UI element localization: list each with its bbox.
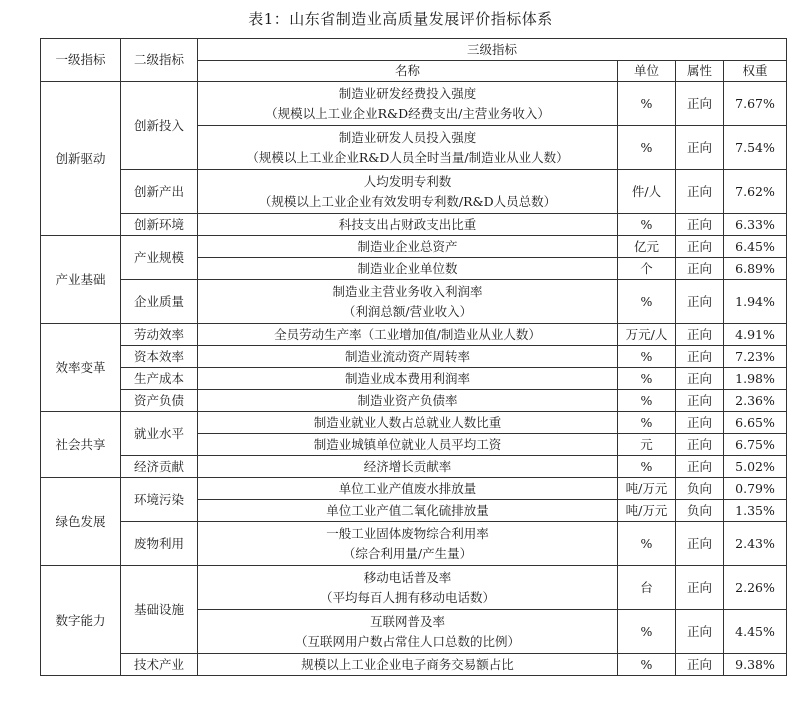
indicator-name [198, 654, 618, 676]
indicator-name-line: 制造业流动资产周转率 [344, 348, 470, 364]
indicator-attribute: 正向 [676, 170, 724, 214]
level2-indicator: 资本效率 [121, 346, 198, 368]
level1-indicator: 社会共享 [41, 412, 121, 478]
indicator-name-line: 单位工业产值废水排放量 [338, 480, 477, 496]
indicator-formula-line: （利润总额/营业收入） [342, 303, 473, 319]
header-weight: 权重 [724, 61, 787, 82]
level2-indicator: 就业水平 [121, 412, 198, 456]
indicator-attribute: 正向 [676, 214, 724, 236]
level2-indicator: 创新环境 [121, 214, 198, 236]
table-row [41, 368, 787, 390]
indicator-name-line: 科技支出占财政支出比重 [338, 216, 477, 232]
level2-indicator: 创新投入 [121, 82, 198, 170]
table-row [41, 478, 787, 500]
indicator-formula-line: （综合利用量/产生量） [342, 545, 473, 561]
indicator-attribute: 正向 [676, 390, 724, 412]
header-level2: 二级指标 [121, 39, 198, 82]
indicator-weight: 6.65% [724, 412, 787, 434]
indicator-weight: 2.26% [724, 566, 787, 610]
table-row [41, 324, 787, 346]
indicator-attribute: 正向 [676, 236, 724, 258]
table-row [41, 170, 787, 214]
indicator-name-line: 制造业就业人数占总就业人数比重 [313, 414, 502, 430]
level2-indicator: 经济贡献 [121, 456, 198, 478]
indicator-unit: % [618, 346, 676, 368]
indicator-attribute: 正向 [676, 412, 724, 434]
indicator-attribute: 正向 [676, 522, 724, 566]
indicator-name [198, 522, 618, 566]
indicator-unit: 吨/万元 [618, 478, 676, 500]
indicator-weight: 2.43% [724, 522, 787, 566]
indicator-unit: % [618, 610, 676, 654]
table-row [41, 654, 787, 676]
indicator-name [198, 324, 618, 346]
table-title: 表1：山东省制造业高质量发展评价指标体系 [248, 10, 553, 28]
level2-indicator: 废物利用 [121, 522, 198, 566]
header-level3: 三级指标 [198, 39, 787, 61]
indicator-attribute: 正向 [676, 82, 724, 126]
indicator-weight: 2.36% [724, 390, 787, 412]
indicator-unit: % [618, 82, 676, 126]
table-row [41, 412, 787, 434]
indicator-unit: % [618, 522, 676, 566]
indicator-name [198, 434, 618, 456]
indicator-unit: 台 [618, 566, 676, 610]
indicator-name [198, 390, 618, 412]
indicator-formula-line: （规模以上工业企业R&D经费支出/主营业务收入） [265, 105, 550, 121]
indicator-name [198, 236, 618, 258]
indicator-name-line: 人均发明专利数 [363, 173, 452, 189]
indicator-attribute: 正向 [676, 346, 724, 368]
indicator-weight: 4.91% [724, 324, 787, 346]
table-row [41, 346, 787, 368]
indicator-weight: 4.45% [724, 610, 787, 654]
indicator-unit: % [618, 126, 676, 170]
indicator-name [198, 126, 618, 170]
indicator-attribute: 正向 [676, 258, 724, 280]
header-attribute: 属性 [676, 61, 724, 82]
indicator-weight: 6.45% [724, 236, 787, 258]
indicator-name [198, 368, 618, 390]
indicator-name-line: 移动电话普及率 [363, 569, 452, 585]
indicator-weight: 5.02% [724, 456, 787, 478]
indicator-unit: % [618, 368, 676, 390]
indicator-name-line: 制造业成本费用利润率 [344, 370, 470, 386]
table-row [41, 390, 787, 412]
header-level1: 一级指标 [41, 39, 121, 82]
level2-indicator: 产业规模 [121, 236, 198, 280]
indicator-unit: 万元/人 [618, 324, 676, 346]
indicator-name-line: 全员劳动生产率（工业增加值/制造业从业人数） [274, 326, 541, 342]
indicator-weight: 7.54% [724, 126, 787, 170]
indicator-formula-line: （平均每百人拥有移动电话数） [319, 589, 495, 605]
indicator-unit: % [618, 280, 676, 324]
level1-indicator: 效率变革 [41, 324, 121, 412]
indicator-unit: % [618, 214, 676, 236]
indicator-name-line: 经济增长贡献率 [363, 458, 452, 474]
level1-indicator: 数字能力 [41, 566, 121, 676]
indicator-name [198, 610, 618, 654]
level2-indicator: 生产成本 [121, 368, 198, 390]
indicator-name-line: 制造业企业总资产 [357, 238, 458, 254]
indicator-name [198, 500, 618, 522]
indicator-unit: % [618, 456, 676, 478]
indicator-name [198, 214, 618, 236]
indicator-formula-line: （规模以上工业企业有效发明专利数/R&D人员总数） [258, 193, 557, 209]
indicator-weight: 7.67% [724, 82, 787, 126]
indicator-weight: 6.33% [724, 214, 787, 236]
indicator-attribute: 正向 [676, 324, 724, 346]
indicator-weight: 1.98% [724, 368, 787, 390]
indicator-name-line: 制造业企业单位数 [357, 260, 458, 276]
indicator-name [198, 258, 618, 280]
indicator-weight: 6.89% [724, 258, 787, 280]
indicator-attribute: 正向 [676, 126, 724, 170]
indicator-table-body [41, 82, 787, 676]
indicator-name-line: 单位工业产值二氧化硫排放量 [326, 502, 489, 518]
level1-indicator: 产业基础 [41, 236, 121, 324]
indicator-unit: 个 [618, 258, 676, 280]
indicator-weight: 7.62% [724, 170, 787, 214]
table-row [41, 280, 787, 324]
level1-indicator: 创新驱动 [41, 82, 121, 236]
level1-indicator: 绿色发展 [41, 478, 121, 566]
indicator-attribute: 正向 [676, 610, 724, 654]
table-row [41, 566, 787, 610]
indicator-attribute: 正向 [676, 434, 724, 456]
indicator-formula-line: （规模以上工业企业R&D人员全时当量/制造业从业人数） [246, 149, 569, 165]
indicator-weight: 0.79% [724, 478, 787, 500]
indicator-attribute: 正向 [676, 368, 724, 390]
indicator-attribute: 正向 [676, 566, 724, 610]
indicator-name [198, 566, 618, 610]
indicator-unit: 吨/万元 [618, 500, 676, 522]
indicator-weight: 1.94% [724, 280, 787, 324]
header-name: 名称 [198, 61, 618, 82]
level2-indicator: 环境污染 [121, 478, 198, 522]
indicator-name [198, 412, 618, 434]
indicator-unit: % [618, 390, 676, 412]
indicator-attribute: 负向 [676, 500, 724, 522]
indicator-attribute: 负向 [676, 478, 724, 500]
level2-indicator: 技术产业 [121, 654, 198, 676]
indicator-name [198, 82, 618, 126]
indicator-attribute: 正向 [676, 456, 724, 478]
indicator-weight: 6.75% [724, 434, 787, 456]
indicator-weight: 1.35% [724, 500, 787, 522]
indicator-weight: 7.23% [724, 346, 787, 368]
indicator-unit: % [618, 654, 676, 676]
table-row [41, 82, 787, 126]
indicator-name [198, 280, 618, 324]
level2-indicator: 基础设施 [121, 566, 198, 654]
header-unit: 单位 [618, 61, 676, 82]
table-row [41, 236, 787, 258]
indicator-unit: % [618, 412, 676, 434]
indicator-attribute: 正向 [676, 654, 724, 676]
indicator-name [198, 456, 618, 478]
indicator-unit: 件/人 [618, 170, 676, 214]
table-row [41, 214, 787, 236]
indicator-name [198, 478, 618, 500]
table-row [41, 456, 787, 478]
indicator-weight: 9.38% [724, 654, 787, 676]
indicator-formula-line: （互联网用户数占常住人口总数的比例） [294, 633, 520, 649]
indicator-name-line: 制造业主营业务收入利润率 [332, 283, 483, 299]
indicator-unit: 元 [618, 434, 676, 456]
indicator-unit: 亿元 [618, 236, 676, 258]
level2-indicator: 资产负债 [121, 390, 198, 412]
level2-indicator: 劳动效率 [121, 324, 198, 346]
indicator-name-line: 互联网普及率 [369, 613, 445, 629]
table-row [41, 522, 787, 566]
indicator-name-line: 规模以上工业企业电子商务交易额占比 [301, 656, 514, 672]
indicator-name [198, 170, 618, 214]
indicator-name-line: 制造业资产负债率 [357, 392, 458, 408]
indicator-attribute: 正向 [676, 280, 724, 324]
indicator-name [198, 346, 618, 368]
indicator-name-line: 制造业研发人员投入强度 [338, 129, 477, 145]
indicator-name-line: 制造业城镇单位就业人员平均工资 [313, 436, 502, 452]
indicator-name-line: 一般工业固体废物综合利用率 [326, 525, 489, 541]
level2-indicator: 企业质量 [121, 280, 198, 324]
level2-indicator: 创新产出 [121, 170, 198, 214]
indicator-table [40, 38, 787, 676]
indicator-name-line: 制造业研发经费投入强度 [338, 85, 477, 101]
